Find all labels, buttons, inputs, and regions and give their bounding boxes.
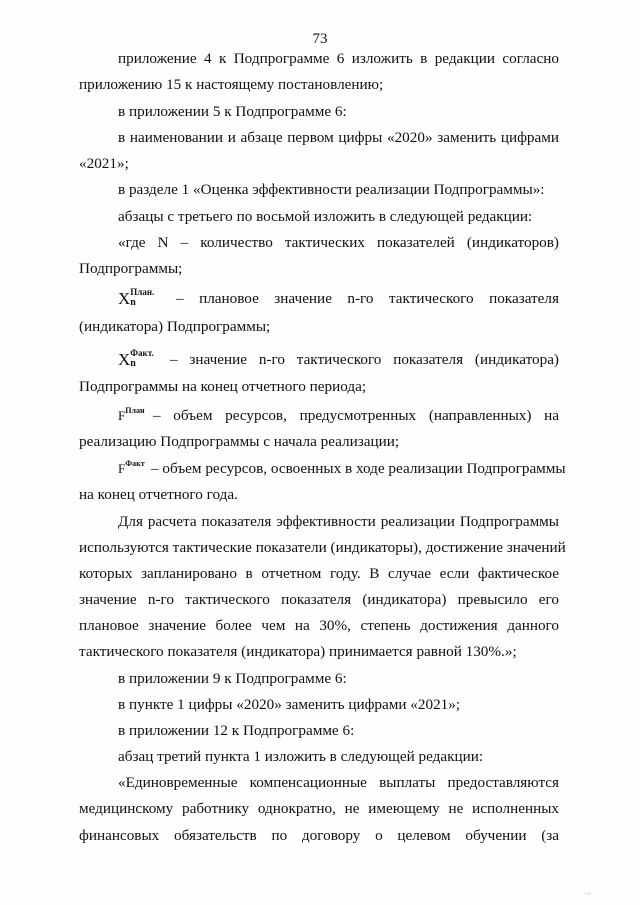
scan-corner-mark: . , (584, 888, 590, 896)
symbol-x: X (118, 350, 131, 369)
text-line: абзацы с третьего по восьмой изложить в следующей редакции: (118, 208, 533, 225)
superscript-fact: Факт. (130, 348, 154, 358)
formula-symbol-x-fact (118, 348, 154, 370)
text-line: медицинскому работнику однократно, не имеющему не исполненных (79, 800, 559, 817)
text-line: в пункте 1 цифры «2020» заменить цифрами «2021»; (118, 696, 461, 713)
text-line: «2021»; (79, 155, 129, 172)
symbol-f: F (118, 408, 126, 423)
text-line: Подпрограммы; (79, 260, 183, 277)
text-line: значение n-го тактического показателя (индикатора) превысило его (79, 591, 559, 608)
superscript-plan: План. (130, 287, 155, 297)
formula-symbol-f-plan (118, 406, 148, 425)
subscript-n: n (130, 297, 136, 308)
formula-symbol-f-fact (118, 459, 148, 478)
text-line: финансовых обязательств по договору о целевом обучении (за (79, 827, 559, 844)
superscript-fact: Факт (125, 459, 145, 468)
text-line: Для расчета показателя эффективности реализации Подпрограммы (118, 513, 559, 530)
text-line: в приложении 12 к Подпрограмме 6: (118, 722, 355, 739)
symbol-f: F (118, 461, 126, 476)
text-line: в приложении 5 к Подпрограмме 6: (118, 103, 347, 120)
text-line: используются тактические показатели (индикаторы), достижение значений (79, 539, 566, 556)
page-number: 73 (312, 31, 328, 47)
text-line: – значение n-го тактического показателя (индикатора) (170, 351, 559, 368)
text-line: абзац третий пункта 1 изложить в следующей редакции: (118, 748, 484, 765)
text-line: на конец отчетного года. (79, 486, 238, 503)
text-line: которых запланировано в отчетном году. В случае если фактическое (79, 565, 559, 582)
symbol-x: X (118, 289, 131, 308)
text-line: Подпрограммы на конец отчетного периода; (79, 378, 367, 395)
text-line: – объем ресурсов, предусмотренных (направленных) на (153, 407, 559, 424)
text-line: «где N – количество тактических показателей (индикаторов) (118, 234, 559, 251)
text-line: (индикатора) Подпрограммы; (79, 318, 271, 335)
text-line: приложение 4 к Подпрограмме 6 изложить в редакции согласно (118, 50, 559, 67)
text-line: в приложении 9 к Подпрограмме 6: (118, 670, 347, 687)
text-line: плановое значение более чем на 30%, степень достижения данного (79, 617, 559, 634)
text-line: реализацию Подпрограммы с начала реализации; (79, 433, 400, 450)
text-line: в наименовании и абзаце первом цифры «2020» заменить цифрами (118, 129, 559, 146)
text-line: тактического показателя (индикатора) принимается равной 130%.»; (79, 643, 517, 660)
text-line: в разделе 1 «Оценка эффективности реализации Подпрограммы»: (118, 181, 545, 198)
text-line: приложению 15 к настоящему постановлению; (79, 76, 384, 93)
formula-symbol-x-plan (118, 287, 155, 309)
text-line: – плановое значение n-го тактического показателя (176, 290, 559, 307)
text-line: «Единовременные компенсационные выплаты предоставляются (118, 774, 559, 791)
text-line: – объем ресурсов, освоенных в ходе реализации Подпрограммы (151, 460, 566, 477)
superscript-plan: План (125, 406, 145, 415)
subscript-n: n (130, 358, 136, 369)
